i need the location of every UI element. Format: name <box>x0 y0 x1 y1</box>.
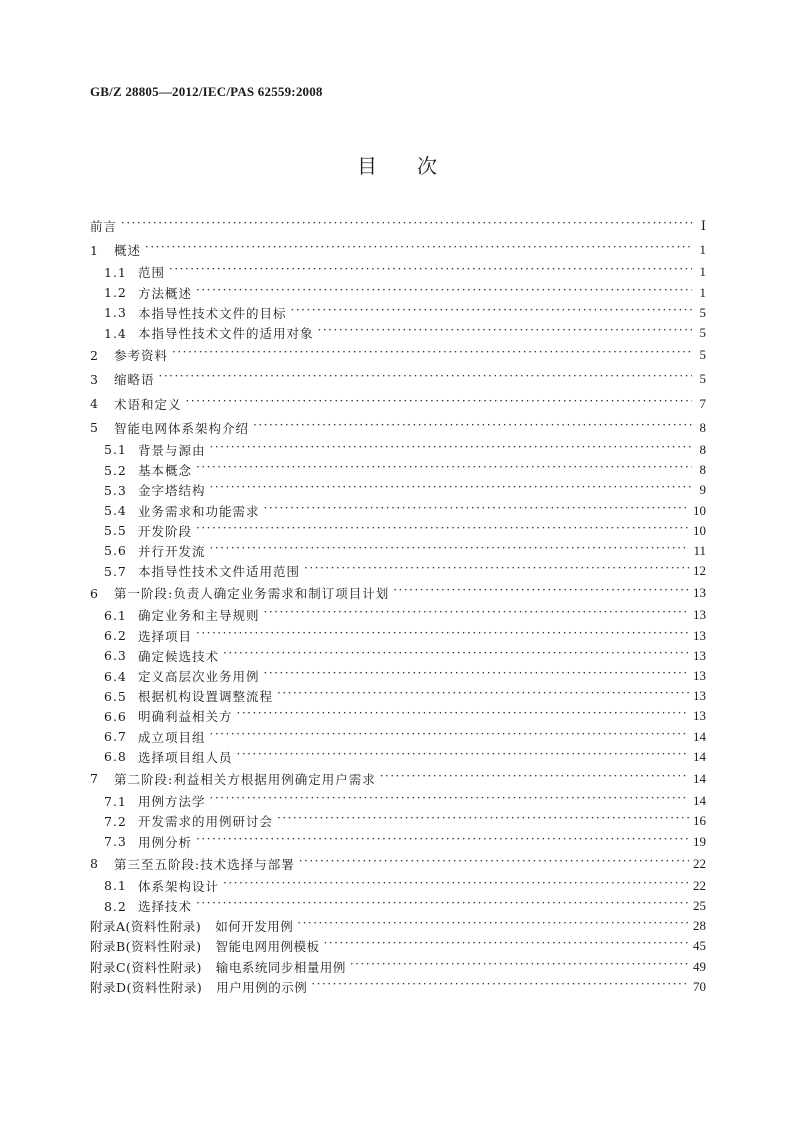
toc-entry-page: 25 <box>693 898 706 914</box>
toc-entry-number: 1.1 <box>104 264 127 280</box>
toc-entry-number: 3 <box>90 371 98 387</box>
toc-entry-number: 1 <box>90 242 98 258</box>
toc-entry-page: 5 <box>699 304 706 320</box>
toc-entry-page: 14 <box>693 793 706 809</box>
toc-entry-page: 5 <box>699 371 706 387</box>
page-title: 目次 <box>357 154 477 178</box>
toc-dot-leader <box>210 794 689 808</box>
toc-dot-leader <box>323 939 689 953</box>
toc-entry-number: 6.5 <box>104 688 127 704</box>
toc-entry-page: 10 <box>693 522 706 538</box>
toc-dot-leader <box>264 669 689 683</box>
toc-dot-leader <box>264 504 689 518</box>
toc-entry-title: 前言 <box>90 219 118 235</box>
toc-entry[interactable] <box>90 392 706 416</box>
toc-entry-number: 5.6 <box>104 543 127 559</box>
toc-entry-page: 1 <box>699 284 706 300</box>
toc-entry-number: 5 <box>90 420 98 436</box>
toc-entry[interactable] <box>90 238 706 262</box>
toc-entry-title: 根据机构设置调整流程 <box>138 689 274 705</box>
toc-entry-number: 6.1 <box>104 607 127 623</box>
toc-entry[interactable] <box>90 626 706 646</box>
toc-entry-number: 5.2 <box>104 462 127 478</box>
toc-entry[interactable] <box>90 977 706 997</box>
toc-entry[interactable] <box>90 666 706 686</box>
toc-entry-page: 8 <box>699 419 706 435</box>
toc-entry[interactable] <box>90 323 706 343</box>
toc-entry[interactable] <box>90 367 706 391</box>
table-of-contents <box>90 214 706 997</box>
toc-entry-title: 金字塔结构 <box>138 483 206 499</box>
toc-dot-leader <box>210 483 692 497</box>
toc-entry-title: 用户用例的示例 <box>216 979 308 995</box>
toc-dot-leader <box>311 980 689 994</box>
toc-entry[interactable] <box>90 303 706 323</box>
toc-dot-leader <box>196 524 689 538</box>
toc-entry-title: 第三至五阶段:技术选择与部署 <box>114 856 295 872</box>
toc-entry-number: 4 <box>90 396 98 412</box>
toc-dot-leader <box>121 219 692 233</box>
toc-dot-leader <box>145 243 692 257</box>
toc-entry[interactable] <box>90 581 706 605</box>
toc-entry-title: 明确利益相关方 <box>138 709 233 725</box>
toc-entry-page: 70 <box>693 978 706 994</box>
toc-entry-page: 13 <box>693 647 706 663</box>
toc-dot-leader <box>297 919 689 933</box>
toc-entry-page: 5 <box>699 325 706 341</box>
toc-entry-title: 确定业务和主导规则 <box>138 608 260 624</box>
toc-entry-number: 7.1 <box>104 793 127 809</box>
toc-entry[interactable] <box>90 605 706 625</box>
toc-dot-leader <box>393 586 689 600</box>
standard-code-header: GB/Z 28805—2012/IEC/PAS 62559:2008 <box>90 84 323 99</box>
toc-entry[interactable] <box>90 831 706 851</box>
toc-entry-title: 本指导性技术文件的适用对象 <box>138 326 314 342</box>
toc-entry[interactable] <box>90 283 706 303</box>
toc-entry-number: 1.4 <box>104 325 127 341</box>
toc-entry[interactable] <box>90 936 706 956</box>
toc-entry-page: 14 <box>693 770 706 786</box>
toc-entry-number: 5.1 <box>104 442 127 458</box>
toc-entry-page: 8 <box>699 441 706 457</box>
toc-entry-page: 9 <box>699 482 706 498</box>
toc-entry-page: 19 <box>693 833 706 849</box>
toc-entry[interactable] <box>90 876 706 896</box>
toc-entry-page: 13 <box>693 607 706 623</box>
toc-entry-title: 确定候选技术 <box>138 648 220 664</box>
toc-entry-page: 13 <box>693 585 706 601</box>
toc-entry-page: 1 <box>699 242 706 258</box>
toc-entry-number: 6.2 <box>104 628 127 644</box>
toc-entry-number: 5.7 <box>104 563 127 579</box>
toc-entry-number: 5.5 <box>104 523 127 539</box>
toc-entry-title: 用例方法学 <box>138 794 206 810</box>
toc-entry[interactable] <box>90 811 706 831</box>
toc-entry[interactable] <box>90 521 706 541</box>
toc-entry-page: 13 <box>693 668 706 684</box>
toc-entry-number: 6.3 <box>104 648 127 664</box>
toc-dot-leader <box>210 730 689 744</box>
toc-entry-title: 选择项目组人员 <box>138 749 233 765</box>
toc-entry-title: 选择项目 <box>138 628 193 644</box>
toc-dot-leader <box>318 326 692 340</box>
toc-entry-number: 8 <box>90 856 98 872</box>
toc-entry-title: 如何开发用例 <box>215 919 294 935</box>
toc-entry[interactable] <box>90 262 706 282</box>
toc-entry-number: 附录B(资料性附录) <box>90 939 202 955</box>
toc-entry-page: 7 <box>699 395 706 411</box>
toc-entry[interactable] <box>90 214 706 238</box>
toc-dot-leader <box>210 544 690 558</box>
toc-entry-title: 范围 <box>138 265 166 281</box>
toc-entry-number: 8.2 <box>104 898 127 914</box>
toc-entry-title: 本指导性技术文件适用范围 <box>138 564 301 580</box>
toc-entry[interactable] <box>90 767 706 791</box>
toc-entry[interactable] <box>90 791 706 811</box>
toc-entry-title: 第一阶段:负责人确定业务需求和制订项目计划 <box>114 586 390 602</box>
toc-entry[interactable] <box>90 561 706 581</box>
toc-entry-title: 智能电网体系架构介绍 <box>114 420 250 436</box>
toc-entry-page: 22 <box>693 877 706 893</box>
toc-entry-title: 体系架构设计 <box>138 878 220 894</box>
toc-dot-leader <box>196 629 689 643</box>
toc-entry-number: 8.1 <box>104 878 127 894</box>
toc-entry[interactable] <box>90 957 706 977</box>
toc-entry[interactable] <box>90 500 706 520</box>
toc-dot-leader <box>186 397 692 411</box>
toc-entry-title: 方法概述 <box>138 285 193 301</box>
toc-entry-title: 并行开发流 <box>138 543 206 559</box>
toc-entry-number: 5.3 <box>104 482 127 498</box>
toc-entry-number: 附录C(资料性附录) <box>90 959 202 975</box>
toc-entry-number: 1.2 <box>104 285 127 301</box>
toc-dot-leader <box>210 443 692 457</box>
toc-entry-title: 概述 <box>114 243 142 259</box>
toc-entry-page: 22 <box>693 855 706 871</box>
toc-entry-title: 用例分析 <box>138 834 193 850</box>
toc-entry-number: 6.7 <box>104 729 127 745</box>
toc-dot-leader <box>196 899 689 913</box>
toc-dot-leader <box>277 689 689 703</box>
toc-entry-page: 45 <box>693 938 706 954</box>
toc-entry-number: 附录D(资料性附录) <box>90 979 203 995</box>
toc-dot-leader <box>196 463 692 477</box>
toc-entry-page: Ⅰ <box>700 218 706 234</box>
toc-dot-leader <box>159 372 692 386</box>
toc-entry-title: 成立项目组 <box>138 729 206 745</box>
toc-entry-page: 14 <box>693 748 706 764</box>
toc-entry[interactable] <box>90 852 706 876</box>
toc-dot-leader <box>223 879 689 893</box>
toc-dot-leader <box>169 265 692 279</box>
toc-entry[interactable] <box>90 686 706 706</box>
toc-dot-leader <box>291 306 692 320</box>
toc-dot-leader <box>299 857 689 871</box>
toc-entry-title: 输电系统同步相量用例 <box>215 959 346 975</box>
toc-entry[interactable] <box>90 706 706 726</box>
toc-entry-number: 6.8 <box>104 749 127 765</box>
toc-entry-title: 术语和定义 <box>114 396 182 412</box>
toc-dot-leader <box>264 608 689 622</box>
toc-entry-page: 13 <box>693 688 706 704</box>
toc-entry-number: 7 <box>90 771 98 787</box>
toc-entry[interactable] <box>90 646 706 666</box>
toc-entry-number: 6.6 <box>104 708 127 724</box>
toc-dot-leader <box>237 709 689 723</box>
toc-entry-title: 第二阶段:利益相关方根据用例确定用户需求 <box>114 771 376 787</box>
toc-entry-page: 13 <box>693 627 706 643</box>
toc-entry-title: 参考资料 <box>114 348 169 364</box>
toc-entry-page: 13 <box>693 708 706 724</box>
toc-dot-leader <box>380 772 689 786</box>
toc-dot-leader <box>253 421 692 435</box>
toc-entry-page: 14 <box>693 728 706 744</box>
toc-entry-number: 6 <box>90 585 98 601</box>
toc-entry-title: 业务需求和功能需求 <box>138 503 260 519</box>
toc-entry-title: 智能电网用例模板 <box>215 939 320 955</box>
toc-entry[interactable] <box>90 343 706 367</box>
toc-entry-title: 定义高层次业务用例 <box>138 669 260 685</box>
toc-entry[interactable] <box>90 480 706 500</box>
toc-entry[interactable] <box>90 440 706 460</box>
toc-entry-page: 10 <box>693 502 706 518</box>
toc-entry[interactable] <box>90 747 706 767</box>
toc-entry-page: 5 <box>699 347 706 363</box>
toc-entry-page: 16 <box>693 813 706 829</box>
toc-entry[interactable] <box>90 416 706 440</box>
toc-dot-leader <box>196 835 689 849</box>
toc-dot-leader <box>223 649 689 663</box>
toc-entry-number: 附录A(资料性附录) <box>90 919 202 935</box>
toc-entry-number: 7.3 <box>104 834 127 850</box>
toc-entry-title: 本指导性技术文件的目标 <box>138 305 287 321</box>
toc-dot-leader <box>196 286 692 300</box>
toc-entry-page: 49 <box>693 958 706 974</box>
toc-entry-title: 背景与源由 <box>138 442 206 458</box>
toc-dot-leader <box>304 564 689 578</box>
toc-entry[interactable] <box>90 916 706 936</box>
toc-entry-page: 1 <box>699 264 706 280</box>
toc-entry-title: 选择技术 <box>138 899 193 915</box>
toc-dot-leader <box>237 750 689 764</box>
toc-entry-page: 12 <box>693 563 706 579</box>
toc-entry-title: 开发阶段 <box>138 523 193 539</box>
toc-entry[interactable] <box>90 541 706 561</box>
toc-entry-number: 2 <box>90 347 98 363</box>
toc-entry-number: 6.4 <box>104 668 127 684</box>
toc-dot-leader <box>172 348 692 362</box>
toc-entry[interactable] <box>90 896 706 916</box>
toc-entry[interactable] <box>90 727 706 747</box>
toc-entry-page: 8 <box>699 462 706 478</box>
toc-dot-leader <box>350 960 689 974</box>
toc-entry-title: 基本概念 <box>138 463 193 479</box>
toc-entry-page: 28 <box>693 918 706 934</box>
toc-entry-number: 5.4 <box>104 503 127 519</box>
toc-entry-number: 7.2 <box>104 813 127 829</box>
toc-entry-page: 11 <box>693 542 706 558</box>
toc-entry-number: 1.3 <box>104 305 127 321</box>
toc-entry[interactable] <box>90 460 706 480</box>
toc-dot-leader <box>277 814 689 828</box>
toc-entry-title: 开发需求的用例研讨会 <box>138 814 274 830</box>
toc-entry-title: 缩略语 <box>114 372 155 388</box>
